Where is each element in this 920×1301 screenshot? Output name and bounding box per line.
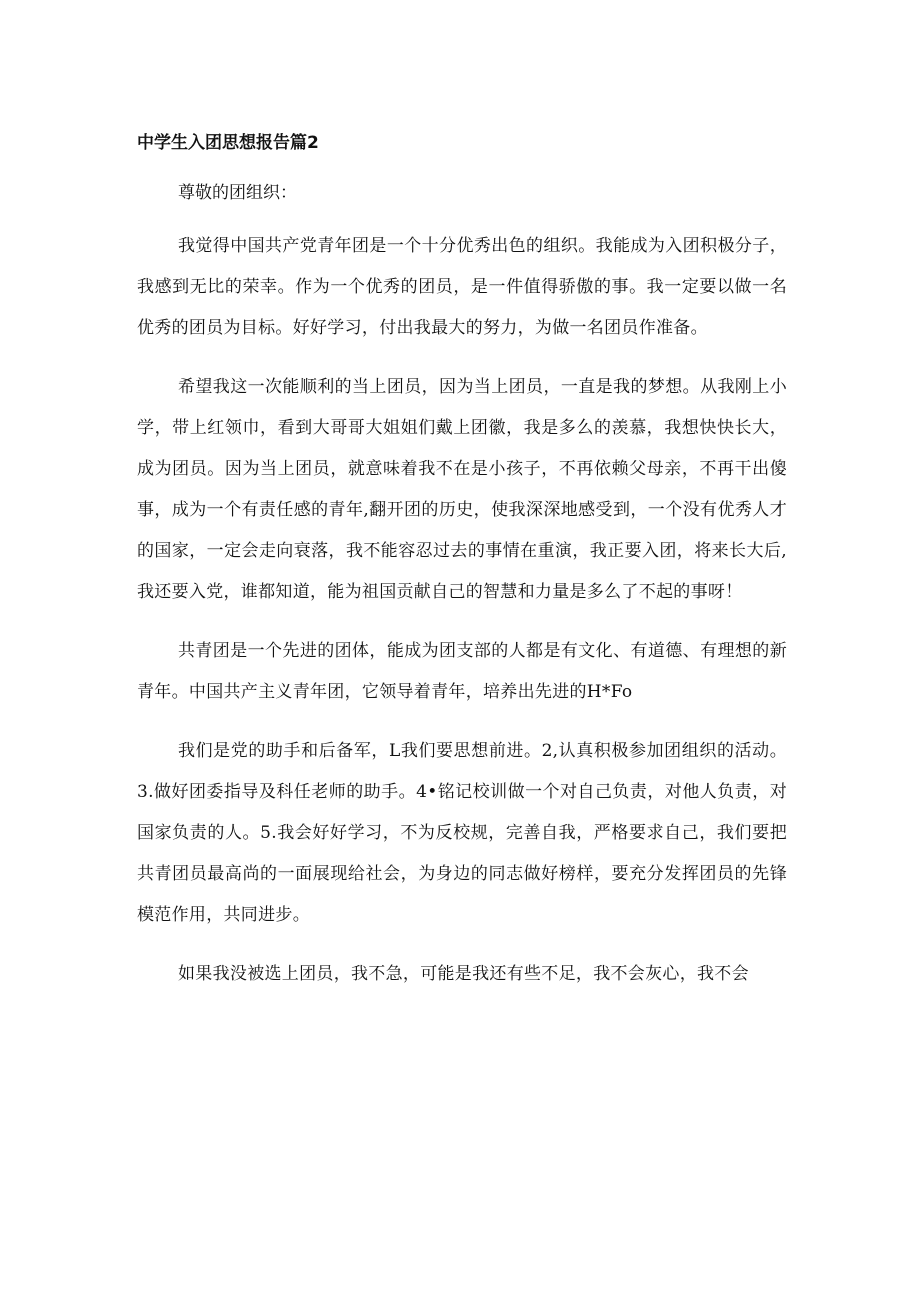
document-body <box>137 226 787 1013</box>
paragraph-2: 希望我这一次能顺利的当上团员，因为当上团员，一直是我的梦想。从我刚上小学，带上红领巾，看到大哥哥大姐姐们戴上团徽，我是多么的羡慕，我想快快长大，成为团员。因为当上团员，就意味着我不在是小孩子，不再依赖父母亲，不再干出傻事，成为一个有责任感的青年,翻开团的历史，使我深深地感受到，一个没有优秀人才的国家，一定会走向衰落，我不能容忍过去的事情在重演，我正要入团，将来长大后,我还要入党，谁都知道，能为祖国贡献自己的智慧和力量是多么了不起的事呀！ <box>137 377 787 602</box>
paragraph-1: 我觉得中国共产党青年团是一个十分优秀出色的组织。我能成为入团积极分子，我感到无比的荣幸。作为一个优秀的团员，是一件值得骄傲的事。我一定要以做一名优秀的团员为目标。好好学习，付出我最大的努力，为做一名团员作准备。 <box>137 236 787 338</box>
paragraph-4: 我们是党的助手和后备军，L我们要思想前进。2,认真积极参加团组织的活动。3.做好团委指导及科任老师的助手。4•铭记校训做一个对自己负责，对他人负责，对国家负责的人。5.我会好好学习，不为反校规，完善自我，严格要求自己，我们要把共青团员最高尚的一面展现给社会，为身边的同志做好榜样，要充分发挥团员的先锋模范作用，共同进步。 <box>137 741 787 925</box>
paragraph-3: 共青团是一个先进的团体，能成为团支部的人都是有文化、有道德、有理想的新青年。中国共产主义青年团，它领导着青年，培养出先进的H*Fo <box>137 641 787 702</box>
salutation: 尊敬的团组织： <box>178 183 297 203</box>
document-title: 中学生入团思想报告篇2 <box>137 133 319 153</box>
paragraph-5: 如果我没被选上团员，我不急，可能是我还有些不足，我不会灰心，我不会 <box>178 964 749 984</box>
